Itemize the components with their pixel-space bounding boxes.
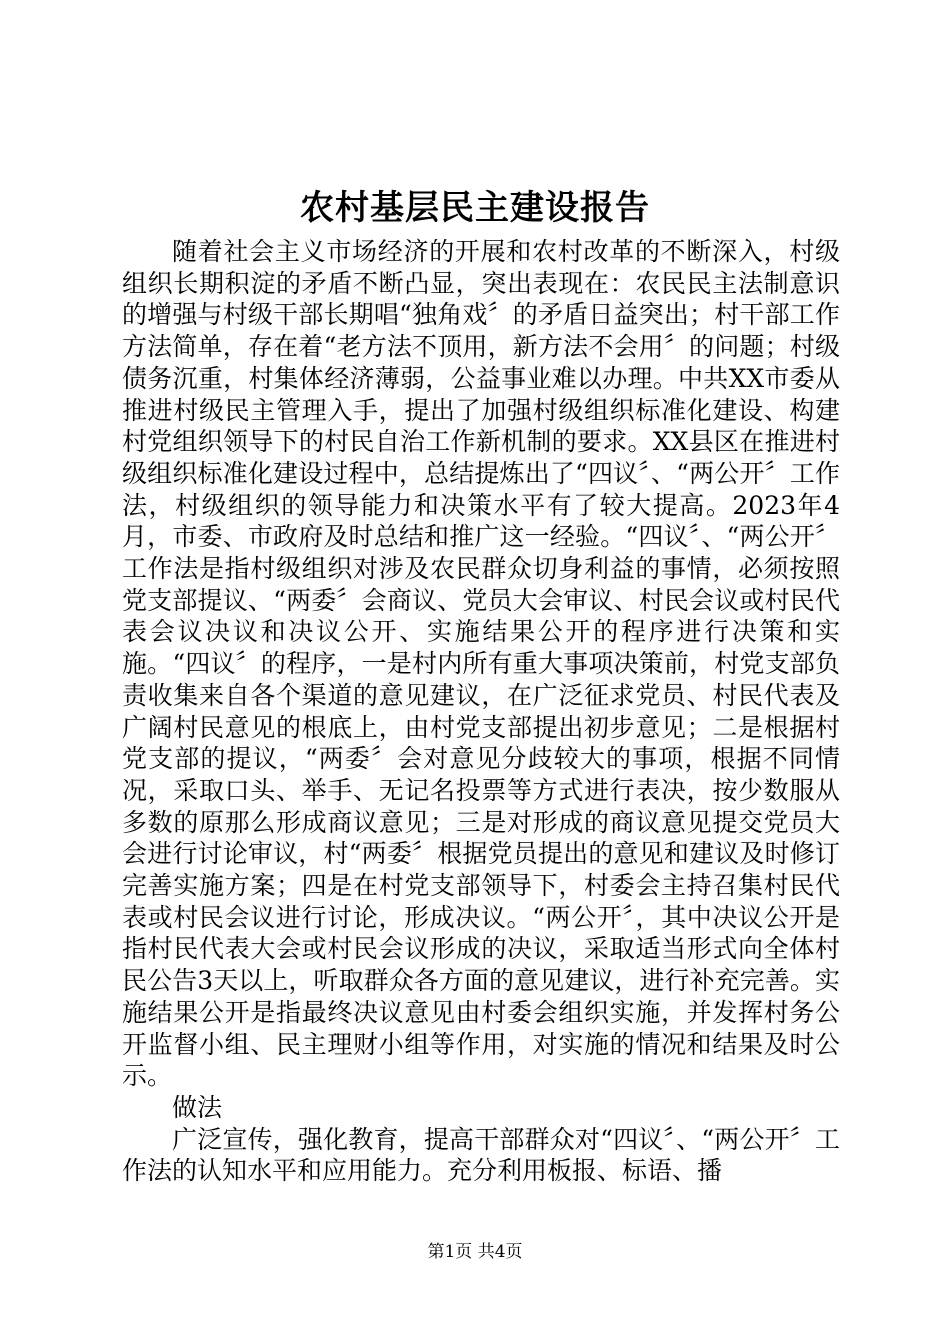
document-body [122,236,840,1187]
body-paragraph: 随着社会主义市场经济的开展和农村改革的不断深入，村级组织长期积淀的矛盾不断凸显，突出表现在：农民民主法制意识的增强与村级干部长期唱“独角戏〞的矛盾日益突出；村干部工作方法简单，存在着“老方法不顶用，新方法不会用〞的问题；村级债务沉重，村集体经济薄弱，公益事业难以办理。中共XX市委从推进村级民主管理入手，提出了加强村级组织标准化建设、构建村党组织领导下的村民自治工作新机制的要求。XX县区在推进村级组织标准化建设过程中，总结提炼出了“四议〞、“两公开〞工作法，村级组织的领导能力和决策水平有了较大提高。2023年4月，市委、市政府及时总结和推广这一经验。“四议〞、“两公开〞工作法是指村级组织对涉及农民群众切身利益的事情，必须按照党支部提议、“两委〞会商议、党员大会审议、村民会议或村民代表会议决议和决议公开、实施结果公开的程序进行决策和实施。“四议〞的程序，一是村内所有重大事项决策前，村党支部负责收集来自各个渠道的意见建议，在广泛征求党员、村民代表及广阔村民意见的根底上，由村党支部提出初步意见；二是根据村党支部的提议，“两委〞会对意见分歧较大的事项，根据不同情况，采取口头、举手、无记名投票等方式进行表决，按少数服从多数的原那么形成商议意见；三是对形成的商议意见提交党员大会进行讨论审议，村“两委〞根据党员提出的意见和建议及时修订完善实施方案；四是在村党支部领导下，村委会主持召集村民代表或村民会议进行讨论，形成决议。“两公开〞，其中决议公开是指村民代表大会或村民会议形成的决议，采取适当形式向全体村民公告3天以上，听取群众各方面的意见建议，进行补充完善。实施结果公开是指最终决议意见由村委会组织实施，并发挥村务公开监督小组、民主理财小组等作用，对实施的情况和结果及时公示。 [122,237,840,1091]
section-heading: 做法 [172,1092,223,1122]
body-paragraph: 广泛宣传，强化教育，提高干部群众对“四议〞、“两公开〞工作法的认知水平和应用能力。充分利用板报、标语、播 [122,1124,840,1186]
page-footer: 第1页 共4页 [427,1242,523,1262]
document-title: 农村基层民主建设报告 [300,188,650,228]
